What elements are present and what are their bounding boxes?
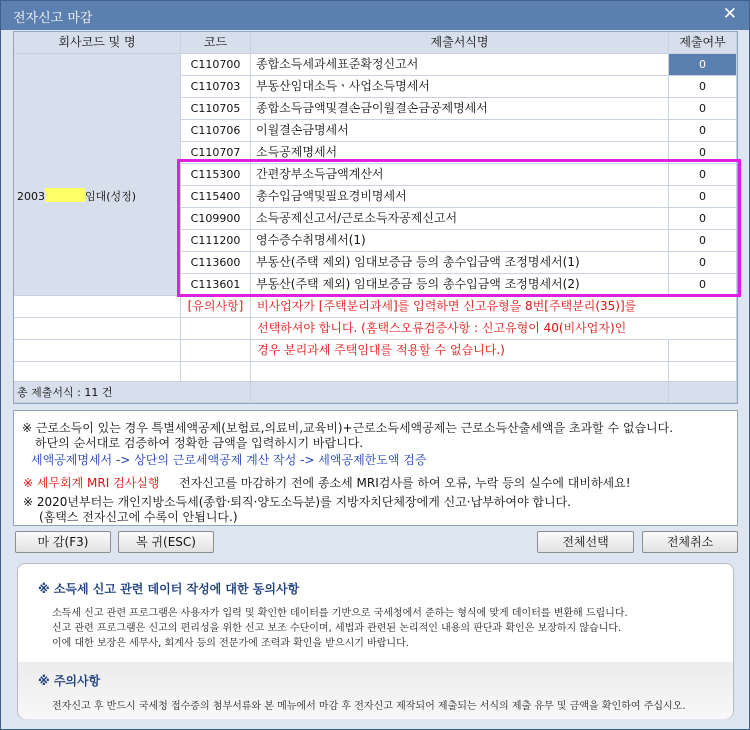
blank-cell [14,296,181,318]
total-count: 총 제출서식 : 11 건 [14,382,251,403]
row-code: C113601 [181,274,251,296]
blank-cell [251,362,669,382]
blank-cell [669,340,737,362]
row-status[interactable]: 0 [669,252,737,274]
row-status[interactable]: 0 [669,120,737,142]
row-code: C113600 [181,252,251,274]
blank-cell [669,362,737,382]
mri-check-link[interactable]: ※ 세무회계 MRI 검사실행 [23,476,160,490]
close-icon[interactable]: ✕ [722,4,737,24]
select-all-button[interactable]: 전체선택 [537,531,634,553]
row-status[interactable]: 0 [669,98,737,120]
header-status: 제출여부 [669,32,737,54]
row-form-name[interactable]: 소득공제신고서/근로소득자공제신고서 [251,208,669,230]
header-code: 코드 [181,32,251,54]
cancel-all-button[interactable]: 전체취소 [642,531,738,553]
row-status[interactable]: 0 [669,54,737,76]
blank-cell [181,340,251,362]
consent-paragraph: 이에 대한 보장은 세무사, 회계사 등의 전문가에 조력과 확인을 받으시기 바랍니다. [52,638,409,649]
info-panel [13,410,738,526]
info-line: ※ 근로소득이 있는 경우 특별세액공제(보험료,의료비,교육비)+근로소득세액공제는 근로소득산출세액을 초과할 수 없습니다. [22,421,674,435]
consent-paragraph: 소득세 신고 관련 프로그램은 사용자가 입력 및 확인한 데이터를 기반으로 국세청에서 준하는 형식에 맞게 데이터를 변환해 드립니다. [52,608,628,619]
blank-cell [181,318,251,340]
row-code: C115400 [181,186,251,208]
row-form-name[interactable]: 간편장부소득금액계산서 [251,164,669,186]
row-code: C110703 [181,76,251,98]
row-form-name[interactable]: 부동산임대소득ㆍ사업소득명세서 [251,76,669,98]
row-form-name[interactable]: 이월결손금명세서 [251,120,669,142]
row-form-name[interactable]: 영수증수취명세서(1) [251,230,669,252]
highlight-box [177,159,741,297]
footer-cell [669,382,737,403]
consent-panel [17,563,734,719]
footer-cell [251,382,669,403]
row-form-name[interactable]: 종합소득금액및결손금이월결손금공제명세서 [251,98,669,120]
blank-cell [14,318,181,340]
row-status[interactable]: 0 [669,142,737,164]
mri-description: 전자신고를 마감하기 전에 종소세 MRI검사를 하여 오류, 누락 등의 실수에 대비하세요! [179,476,631,490]
row-code: C110707 [181,142,251,164]
blank-cell [669,318,737,340]
blank-cell [14,340,181,362]
row-code: C110705 [181,98,251,120]
row-form-name[interactable]: 종합소득세과세표준확정신고서 [251,54,669,76]
tax-credit-link[interactable]: 세액공제명세서 -> 상단의 근로세액공제 계산 작성 -> 세액공제한도액 검증 [31,453,427,467]
row-form-name[interactable]: 총수입금액및필요경비명세서 [251,186,669,208]
row-form-name[interactable]: 부동산(주택 제외) 임대보증금 등의 총수입금액 조정명세서(2) [251,274,669,296]
blank-cell [669,296,737,318]
row-status[interactable]: 0 [669,186,737,208]
caution-title: ※ 주의사항 [38,674,101,688]
row-status[interactable]: 0 [669,164,737,186]
row-status[interactable]: 0 [669,76,737,98]
row-code: C110706 [181,120,251,142]
row-status[interactable]: 0 [669,208,737,230]
window-title: 전자신고 마감 [13,11,93,26]
consent-title: ※ 소득세 신고 관련 데이터 작성에 대한 동의사항 [38,582,300,596]
caution-paragraph: 전자신고 후 반드시 국세청 접수증의 첨부서류와 본 메뉴에서 마감 후 전자신고 제작되어 제출되는 서식의 제출 유무 및 금액을 확인하여 주십시오. [52,701,686,712]
row-code: C109900 [181,208,251,230]
close-filing-button[interactable]: 마 감(F3) [15,531,111,553]
row-status[interactable]: 0 [669,230,737,252]
note-line: 선택하셔야 합니다. (홈택스오류검증사항 : 신고유형이 40(비사업자)인 [251,318,669,340]
row-form-name[interactable]: 소득공제명세서 [251,142,669,164]
back-button[interactable]: 복 귀(ESC) [118,531,214,553]
info-line: ※ 2020년부터는 개인지방소득세(종합·퇴직·양도소득분)를 지방자치단체장에게 신고·납부하여야 합니다. [23,495,571,509]
header-company: 회사코드 및 명 [14,32,181,54]
company-name: 2003 임대(성정) [17,190,137,203]
blank-cell [181,362,251,382]
company-cell[interactable] [14,54,181,296]
row-form-name[interactable]: 부동산(주택 제외) 임대보증금 등의 총수입금액 조정명세서(1) [251,252,669,274]
row-status[interactable]: 0 [669,274,737,296]
row-code: C115300 [181,164,251,186]
note-label: [유의사항] [181,296,251,318]
info-line: 하단의 순서대로 검증하여 정확한 금액을 입력하시기 바랍니다. [35,436,364,450]
blank-cell [14,362,181,382]
header-form-name: 제출서식명 [251,32,669,54]
row-code: C110700 [181,54,251,76]
note-line: 비사업자가 [주택분리과세]를 입력하면 신고유형을 8번[주택분리(35)]를 [251,296,669,318]
note-line: 경우 분리과세 주택임대를 적용할 수 없습니다.) [251,340,669,362]
consent-paragraph: 신고 관련 프로그램은 신고의 편리성을 위한 신고 보조 수단이며, 세법과 관련된 논리적인 내용의 판단과 확인은 보장하지 않습니다. [52,623,622,634]
title-bar [1,1,749,30]
redacted-highlight [45,188,85,202]
row-code: C111200 [181,230,251,252]
info-line: (홈택스 전자신고에 수록이 안됩니다.) [39,510,238,524]
